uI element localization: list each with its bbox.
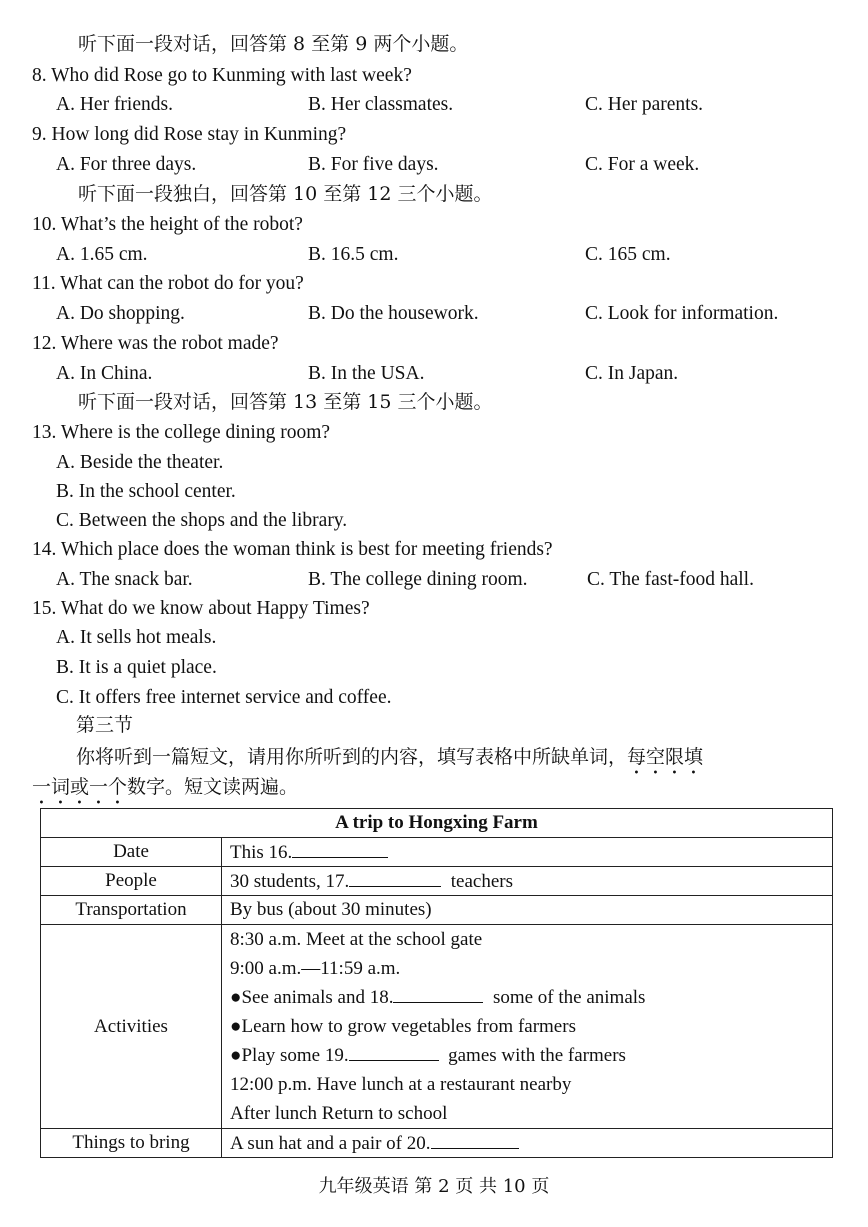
q11-option-b: B. Do the housework. bbox=[308, 303, 479, 324]
q8-option-c: C. Her parents. bbox=[585, 94, 704, 115]
question-12: 12. Where was the robot made? bbox=[32, 333, 279, 354]
people-text-b: teachers bbox=[450, 870, 514, 892]
things-label: Things to bring bbox=[41, 1129, 222, 1158]
q13-option-b: B. In the school center. bbox=[56, 481, 236, 502]
q8-option-b: B. Her classmates. bbox=[308, 94, 454, 115]
section-3-instructions-line1 bbox=[76, 746, 703, 779]
answer-blank-20[interactable] bbox=[431, 1132, 519, 1149]
question-11: 11. What can the robot do for you? bbox=[32, 273, 304, 294]
q11-option-a: A. Do shopping. bbox=[56, 303, 185, 324]
table-title: A trip to Hongxing Farm bbox=[41, 809, 833, 838]
section-intro-13-15: 听下面一段对话，回答第 13 至第 15 三个小题。 bbox=[78, 391, 493, 413]
instr-text-b: 数字。短文读两遍。 bbox=[127, 776, 299, 798]
q15-option-a: A. It sells hot meals. bbox=[56, 627, 217, 648]
transport-value: By bus (about 30 minutes) bbox=[222, 896, 833, 925]
q15-option-c: C. It offers free internet service and coffee. bbox=[56, 687, 392, 708]
section-intro-10-12: 听下面一段独白，回答第 10 至第 12 三个小题。 bbox=[78, 183, 493, 205]
question-15: 15. What do we know about Happy Times? bbox=[32, 598, 370, 619]
things-value bbox=[222, 1129, 833, 1158]
date-label: Date bbox=[41, 838, 222, 867]
q14-option-c: C. The fast-food hall. bbox=[587, 569, 754, 590]
table-row bbox=[41, 838, 833, 867]
section-3-instructions-line2 bbox=[32, 776, 298, 809]
trip-table bbox=[40, 808, 833, 1158]
date-value bbox=[222, 838, 833, 867]
q10-option-c: C. 165 cm. bbox=[585, 244, 671, 265]
answer-blank-17[interactable] bbox=[349, 870, 441, 887]
instr-emphasis-a: 每空限填 bbox=[627, 746, 704, 768]
q11-option-c: C. Look for information. bbox=[585, 303, 779, 324]
activities-label: Activities bbox=[41, 925, 222, 1129]
q8-option-a: A. Her friends. bbox=[56, 94, 173, 115]
q10-option-a: A. 1.65 cm. bbox=[56, 244, 148, 265]
date-text: This 16. bbox=[230, 841, 293, 863]
section-3-title: 第三节 bbox=[76, 714, 134, 736]
answer-blank-16[interactable] bbox=[292, 841, 388, 858]
q13-option-c: C. Between the shops and the library. bbox=[56, 510, 348, 531]
instr-emphasis-b: 一词或一个 bbox=[32, 776, 128, 798]
q12-option-c: C. In Japan. bbox=[585, 363, 679, 384]
activity-line: ●Learn how to grow vegetables from farmers bbox=[230, 1016, 576, 1037]
activity-line: 9:00 a.m.—11:59 a.m. bbox=[230, 958, 401, 979]
activity-line: After lunch Return to school bbox=[230, 1103, 448, 1124]
question-8: 8. Who did Rose go to Kunming with last week? bbox=[32, 65, 412, 86]
people-text-a: 30 students, 17. bbox=[230, 870, 350, 892]
table-row bbox=[41, 867, 833, 896]
table-row bbox=[41, 925, 833, 1129]
q9-option-c: C. For a week. bbox=[585, 154, 700, 175]
activity-text: games with the farmers bbox=[448, 1045, 626, 1066]
instr-text-a: 你将听到一篇短文，请用你所听到的内容，填写表格中所缺单词， bbox=[76, 746, 628, 768]
table-row bbox=[41, 896, 833, 925]
question-9: 9. How long did Rose stay in Kunming? bbox=[32, 124, 347, 145]
q12-option-b: B. In the USA. bbox=[308, 363, 425, 384]
table-row bbox=[41, 1129, 833, 1158]
activity-line bbox=[222, 983, 832, 1012]
answer-blank-18[interactable] bbox=[393, 986, 483, 1003]
activity-line: 12:00 p.m. Have lunch at a restaurant nearby bbox=[230, 1074, 572, 1095]
people-value bbox=[222, 867, 833, 896]
activity-text: some of the animals bbox=[492, 987, 646, 1008]
question-14: 14. Which place does the woman think is best for meeting friends? bbox=[32, 539, 553, 560]
activities-value bbox=[222, 925, 833, 1129]
section-intro-8-9: 听下面一段对话，回答第 8 至第 9 两个小题。 bbox=[78, 33, 469, 55]
page-footer: 九年级英语 第 2 页 共 10 页 bbox=[318, 1176, 550, 1197]
q14-option-b: B. The college dining room. bbox=[308, 569, 528, 590]
things-text: A sun hat and a pair of 20. bbox=[230, 1132, 431, 1154]
q9-option-b: B. For five days. bbox=[308, 154, 439, 175]
activity-line: 8:30 a.m. Meet at the school gate bbox=[230, 929, 483, 950]
q13-option-a: A. Beside the theater. bbox=[56, 452, 224, 473]
activity-text: ●Play some 19. bbox=[230, 1045, 349, 1066]
q10-option-b: B. 16.5 cm. bbox=[308, 244, 399, 265]
q15-option-b: B. It is a quiet place. bbox=[56, 657, 217, 678]
q12-option-a: A. In China. bbox=[56, 363, 153, 384]
q9-option-a: A. For three days. bbox=[56, 154, 197, 175]
question-13: 13. Where is the college dining room? bbox=[32, 422, 331, 443]
answer-blank-19[interactable] bbox=[349, 1044, 439, 1061]
transport-label: Transportation bbox=[41, 896, 222, 925]
people-label: People bbox=[41, 867, 222, 896]
activity-text: ●See animals and 18. bbox=[230, 987, 394, 1008]
question-10: 10. What’s the height of the robot? bbox=[32, 214, 303, 235]
q14-option-a: A. The snack bar. bbox=[56, 569, 193, 590]
activity-line bbox=[222, 1041, 832, 1070]
